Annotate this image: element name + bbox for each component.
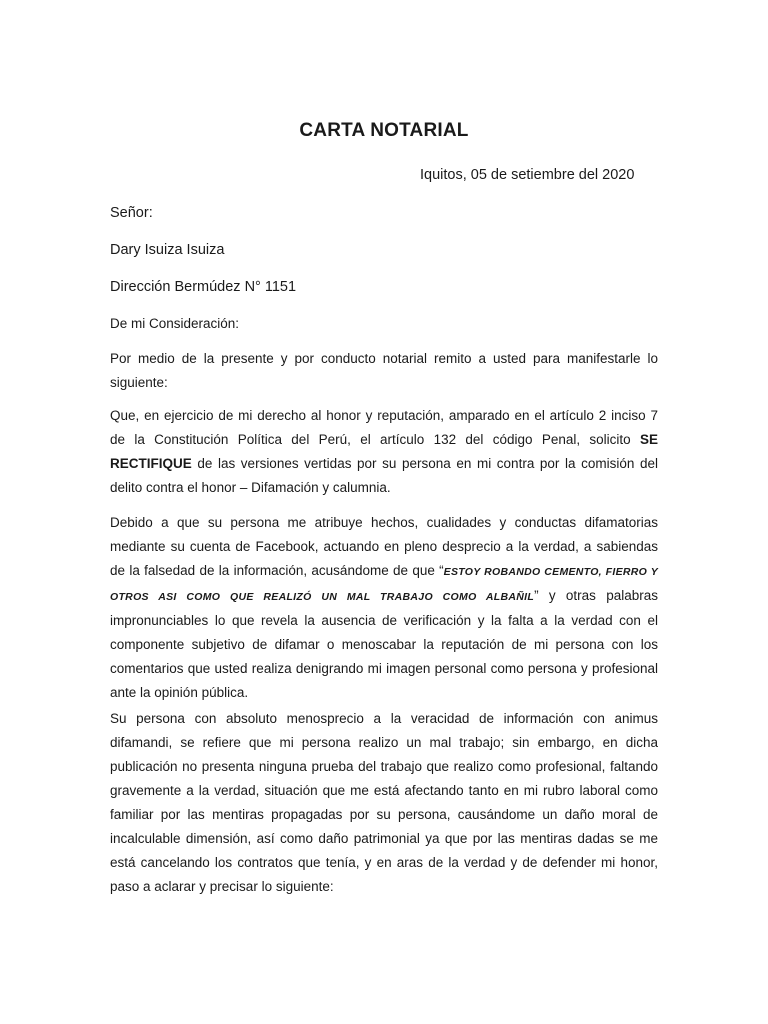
paragraph-2 — [110, 404, 658, 500]
paragraph-2-text-b: de las versiones vertidas por su persona en mi contra por la comisión del delito contra el honor – Difamación y calumnia. — [110, 456, 658, 495]
salutation: Señor: — [110, 205, 153, 221]
paragraph-3 — [110, 511, 658, 705]
greeting: De mi Consideración: — [110, 316, 240, 331]
paragraph-3-text-a: Debido a que su persona me atribuye hechos, cualidades y conductas difamatorias mediante su cuenta de Facebook, actuando en pleno desprecio a la verdad, a sabiendas de la falsedad de la información, acusándome de que “ — [110, 515, 658, 578]
recipient-address: Dirección Bermúdez N° 1151 — [110, 279, 297, 295]
paragraph-3-quote: ESTOY ROBANDO CEMENTO, FIERRO Y OTROS ASI COMO QUE REALIZÓ UN MAL TRABAJO COMO ALBAÑIL — [110, 566, 659, 603]
dateline: Iquitos, 05 de setiembre del 2020 — [420, 167, 635, 183]
paragraph-2-bold: SE RECTIFIQUE — [110, 432, 658, 471]
paragraph-1: Por medio de la presente y por conducto notarial remito a usted para manifestarle lo siguiente: — [110, 351, 658, 390]
paragraph-3-text-b: ” y otras palabras impronunciables lo que revela la ausencia de verificación y la falta a la verdad con el componente subjetivo de difamar o menoscabar la reputación de mi persona con los comentarios que usted realiza denigrando mi imagen personal como persona y profesional ante la opinión pública. — [110, 588, 658, 700]
recipient-name: Dary Isuiza Isuiza — [110, 242, 225, 258]
paragraph-2-text-a: Que, en ejercicio de mi derecho al honor y reputación, amparado en el artículo 2 inciso 7 de la Constitución Política del Perú, el artículo 132 del código Penal, solicito — [110, 408, 658, 447]
letter-title: CARTA NOTARIAL — [299, 120, 469, 141]
paragraph-4: Su persona con absoluto menosprecio a la veracidad de información con animus difamandi, se refiere que mi persona realizo un mal trabajo; sin embargo, en dicha publicación no presenta ninguna prueba del trabajo que realizo como profesional, faltando gravemente a la verdad, situación que me está afectando tanto en mi rubro laboral como familiar por las mentiras propagadas por su persona, causándome un daño moral de incalculable dimensión, así como daño patrimonial ya que por las mentiras dadas se me está cancelando los contratos que tenía, y en aras de la verdad y de defender mi honor, paso a aclarar y precisar lo siguiente: — [110, 711, 658, 894]
